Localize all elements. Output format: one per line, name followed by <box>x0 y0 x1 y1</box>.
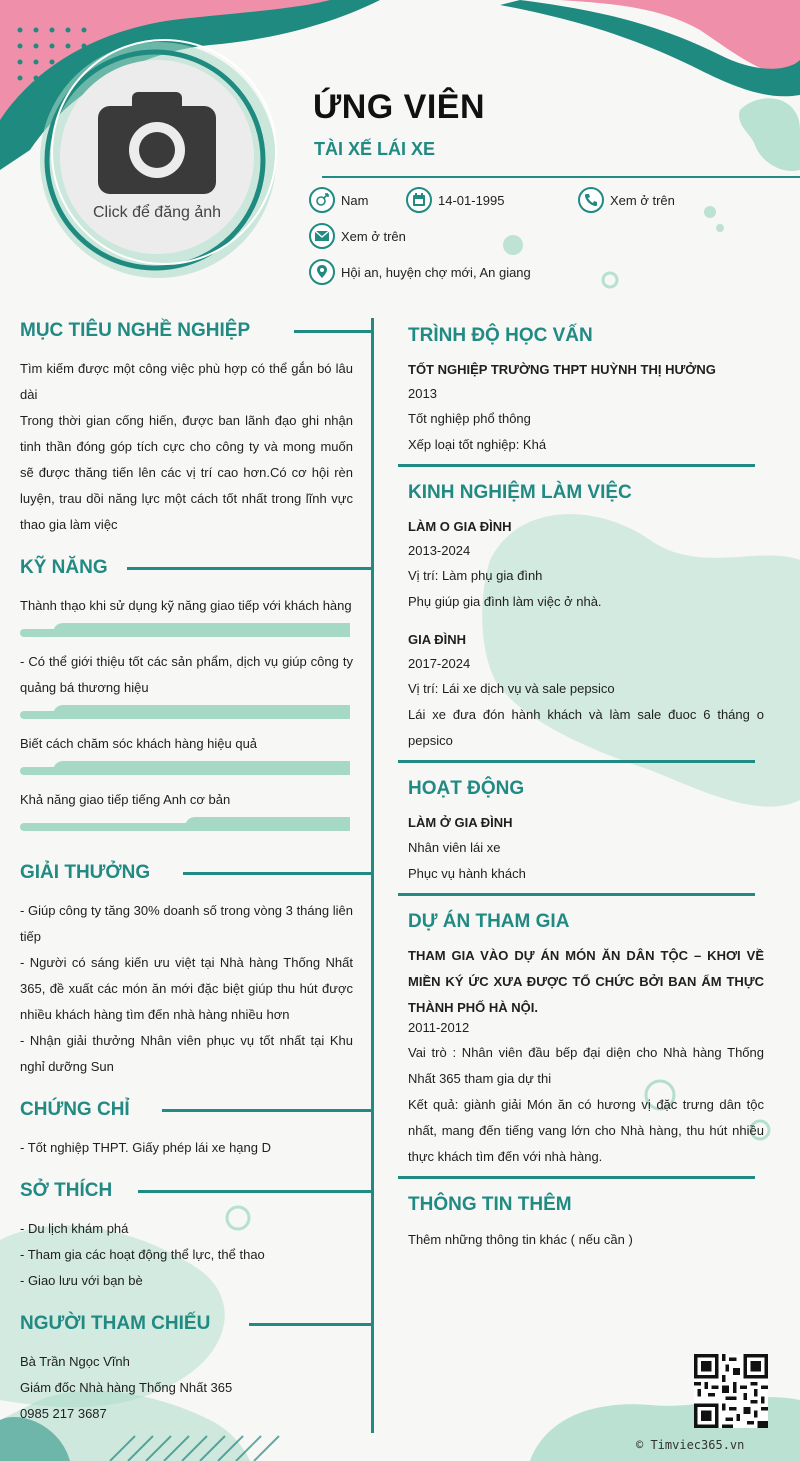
gender-value: Nam <box>341 192 369 208</box>
hobbies-title: SỞ THÍCH <box>20 1180 113 1201</box>
experience-period: 2017-2024 <box>408 656 471 671</box>
objective-text-2: Trong thời gian cống hiến, được ban lãnh đạo ghi nhận tinh thần đóng góp tích cực cho công ty và mong muốn sẽ được thăng tiến lên các vị trí cao hơn.Có cơ hội rèn luyện, trau dồi năng lực một cách tốt nhất trong lĩnh vực thao gia làm việc <box>20 413 353 532</box>
education-title: TRÌNH ĐỘ HỌC VẤN <box>408 325 593 346</box>
calendar-icon <box>406 187 432 213</box>
award-item: - Người có sáng kiến ưu việt tại Nhà hàng Thống Nhất 365, đề xuất các món ăn mới đặc biệt giúp thu hút được nhiều khách hàng tìm đến nhà hàng nhiều hơn <box>20 955 353 1022</box>
phone-info <box>578 187 675 213</box>
project-role: Vai trò : Nhân viên đầu bếp đại diện cho Nhà hàng Thống Nhất 365 tham gia dự thi <box>408 1045 764 1086</box>
email-info <box>309 223 406 249</box>
gender-icon <box>309 187 335 213</box>
hobby-item: - Tham gia các hoạt động thể lực, thể thao <box>20 1247 265 1262</box>
references-title: NGƯỜI THAM CHIẾU <box>20 1313 211 1334</box>
project-name: THAM GIA VÀO DỰ ÁN MÓN ĂN DÂN TỘC – KHƠI VỀ MIỀN KÝ ỨC XƯA ĐƯỢC TỔ CHỨC BỞI BAN ẨM THỰC THÀNH PHỐ HÀ NỘI. <box>408 948 764 1015</box>
phone-icon <box>578 187 604 213</box>
activity-role: Nhân viên lái xe <box>408 840 501 855</box>
skill-item: Thành thạo khi sử dụng kỹ năng giao tiếp với khách hàng <box>20 598 352 613</box>
extra-title: THÔNG TIN THÊM <box>408 1194 572 1215</box>
skill-bar-fill <box>185 817 350 831</box>
experience-position: Vị trí: Lái xe dịch vụ và sale pepsico <box>408 681 615 696</box>
skill-bar-fill <box>53 623 350 637</box>
experience-company: LÀM O GIA ĐÌNH <box>408 519 512 534</box>
section-divider <box>398 1176 755 1179</box>
birthdate-info <box>406 187 505 213</box>
experience-title: KINH NGHIỆM LÀM VIỆC <box>408 482 632 503</box>
birthdate-value: 14-01-1995 <box>438 192 505 208</box>
address-info <box>309 259 531 285</box>
project-period: 2011-2012 <box>408 1020 470 1035</box>
hobby-item: - Du lịch khám phá <box>20 1221 129 1236</box>
extra-text: Thêm những thông tin khác ( nếu cần ) <box>408 1232 633 1247</box>
education-year: 2013 <box>408 386 437 401</box>
education-grade: Xếp loại tốt nghiệp: Khá <box>408 437 547 452</box>
awards-rule <box>183 872 374 875</box>
objective-text-1: Tìm kiếm được một công việc phù hợp có thể gắn bó lâu dài <box>20 361 353 402</box>
objective-title: MỤC TIÊU NGHỀ NGHIỆP <box>20 320 251 341</box>
qr-code-icon <box>694 1354 768 1428</box>
reference-name: Bà Trần Ngọc Vĩnh <box>20 1354 130 1369</box>
award-item: - Nhận giải thưởng Nhân viên phục vụ tốt nhất tại Khu nghỉ dưỡng Sun <box>20 1033 353 1074</box>
skill-bar-fill <box>53 705 350 719</box>
objective-rule <box>294 330 374 333</box>
hobby-item: - Giao lưu với bạn bè <box>20 1273 143 1288</box>
skill-bar <box>20 623 350 637</box>
award-item: - Giúp công ty tăng 30% doanh số trong vòng 3 tháng liên tiếp <box>20 903 353 944</box>
certificate-item: - Tốt nghiệp THPT. Giấy phép lái xe hạng D <box>20 1140 271 1155</box>
job-title: TÀI XẾ LÁI XE <box>314 139 436 159</box>
candidate-name: ỨNG VIÊN <box>313 88 486 126</box>
reference-phone: 0985 217 3687 <box>20 1406 107 1421</box>
email-value: Xem ở trên <box>341 228 406 244</box>
skill-item: - Có thể giới thiệu tốt các sản phẩm, dịch vụ giúp công ty quảng bá thương hiệu <box>20 654 353 695</box>
hobbies-rule <box>138 1190 374 1193</box>
education-degree: Tốt nghiệp phổ thông <box>408 411 531 426</box>
skill-bar-fill <box>53 761 350 775</box>
activity-org: LÀM Ở GIA ĐÌNH <box>408 815 513 830</box>
certificates-title: CHỨNG CHỈ <box>20 1099 130 1120</box>
experience-desc: Lái xe đưa đón hành khách và làm sale đuoc 6 tháng o pepsico <box>408 707 764 748</box>
email-icon <box>309 223 335 249</box>
section-divider <box>398 464 755 467</box>
projects-title: DỰ ÁN THAM GIA <box>408 911 570 932</box>
location-icon <box>309 259 335 285</box>
experience-period: 2013-2024 <box>408 543 471 558</box>
camera-icon <box>98 92 216 194</box>
skill-bar <box>20 761 350 775</box>
skill-item: Khả năng giao tiếp tiếng Anh cơ bản <box>20 792 231 807</box>
skills-rule <box>127 567 374 570</box>
experience-position: Vị trí: Làm phụ gia đình <box>408 568 543 583</box>
experience-company: GIA ĐÌNH <box>408 632 467 647</box>
phone-value: Xem ở trên <box>610 192 675 208</box>
reference-position: Giám đốc Nhà hàng Thống Nhất 365 <box>20 1380 233 1395</box>
copyright-text: © Timviec365.vn <box>636 1438 745 1452</box>
experience-desc: Phụ giúp gia đình làm việc ở nhà. <box>408 594 602 609</box>
certificates-rule <box>162 1109 374 1112</box>
column-divider <box>371 318 374 1433</box>
education-school: TỐT NGHIỆP TRƯỜNG THPT HUỲNH THỊ HƯỞNG <box>408 362 716 377</box>
avatar-upload[interactable] <box>60 60 254 254</box>
skill-item: Biết cách chăm sóc khách hàng hiệu quả <box>20 736 258 751</box>
skill-bar <box>20 817 350 831</box>
skill-bar <box>20 705 350 719</box>
section-divider <box>398 893 755 896</box>
awards-title: GIẢI THƯỞNG <box>20 862 151 883</box>
activity-desc: Phục vụ hành khách <box>408 866 526 881</box>
section-divider <box>398 760 755 763</box>
references-rule <box>249 1323 374 1326</box>
gender-info <box>309 187 368 213</box>
activities-title: HOẠT ĐỘNG <box>408 778 525 799</box>
header-rule <box>322 176 800 178</box>
skills-title: KỸ NĂNG <box>20 557 108 578</box>
photo-upload-label: Click để đăng ảnh <box>92 204 222 221</box>
project-result: Kết quả: giành giải Món ăn có hương vị đặc trưng dân tộc nhất, mang đến tiếng vang lớn cho Nhà hàng, thu hút nhiều thực khách tìm đến với nhà hàng. <box>408 1097 764 1164</box>
address-value: Hội an, huyện chợ mới, An giang <box>341 264 531 280</box>
